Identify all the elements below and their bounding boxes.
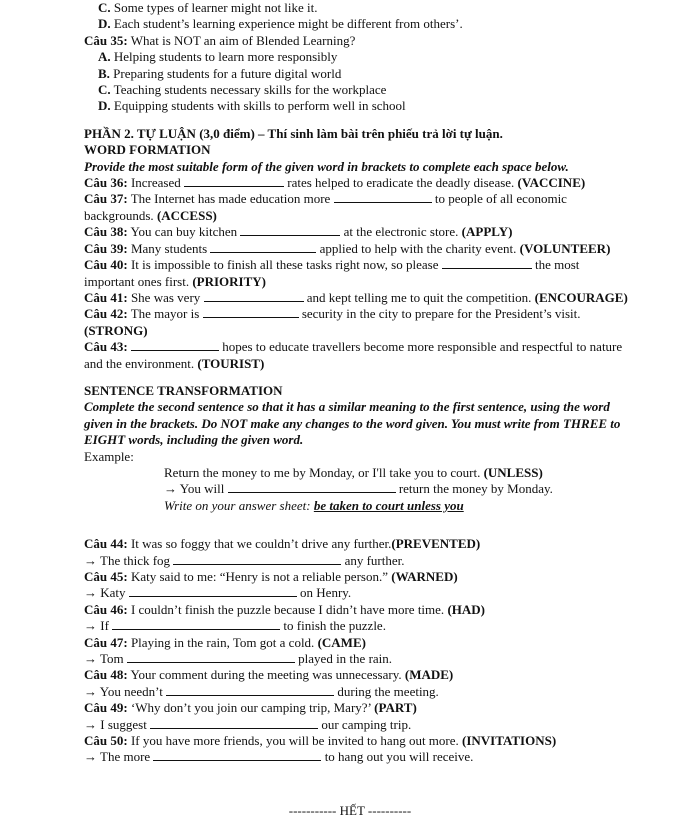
- answer-48: → You needn’t during the meeting.: [84, 683, 439, 699]
- answer-45: → Katy on Henry.: [84, 585, 352, 601]
- answer-blank[interactable]: [240, 224, 340, 236]
- option-35b: B. Preparing students for a future digital world: [98, 65, 342, 81]
- question-40: Câu 40: It is impossible to finish all these tasks right now, so please the most important ones first. (PRIORITY): [84, 257, 580, 289]
- answer-blank[interactable]: [153, 749, 321, 761]
- question-46: Câu 46: I couldn’t finish the puzzle because I didn’t have more time. (HAD): [84, 601, 485, 617]
- answer-blank[interactable]: [334, 191, 432, 203]
- example-transform: → You will return the money by Monday.: [164, 481, 553, 497]
- sentence-transformation-instruction: Complete the second sentence so that it has a similar meaning to the first sentence, using the word given in the brackets. Do NOT make any changes to the word given. You must write from THREE to EIGHT words, including the given word.: [84, 399, 621, 448]
- question-44: Câu 44: It was so foggy that we couldn’t drive any further.(PREVENTED): [84, 536, 481, 552]
- answer-blank[interactable]: [129, 585, 297, 597]
- question-36: Câu 36: Increased rates helped to eradicate the deadly disease. (VACCINE): [84, 175, 586, 191]
- answer-blank[interactable]: [184, 175, 284, 187]
- part2-title: PHẦN 2. TỰ LUẬN (3,0 điểm) – Thí sinh làm bài trên phiếu trả lời tự luận.: [84, 125, 503, 141]
- example-label: Example:: [84, 448, 134, 464]
- option-35a: A. Helping students to learn more responsibly: [98, 49, 338, 65]
- question-39: Câu 39: Many students applied to help with the charity event. (VOLUNTEER): [84, 240, 611, 256]
- question-49: Câu 49: ‘Why don’t you join our camping trip, Mary?’ (PART): [84, 700, 417, 716]
- answer-blank[interactable]: [204, 290, 304, 302]
- answer-blank[interactable]: [166, 684, 334, 696]
- option-35c: C. Teaching students necessary skills for the workplace: [98, 82, 387, 98]
- answer-44: → The thick fog any further.: [84, 552, 405, 568]
- question-48: Câu 48: Your comment during the meeting was unnecessary. (MADE): [84, 667, 454, 683]
- question-35: Câu 35: What is NOT an aim of Blended Learning?: [84, 32, 356, 48]
- answer-49: → I suggest our camping trip.: [84, 716, 412, 732]
- option-34c: C. Some types of learner might not like it.: [98, 0, 318, 15]
- question-43: Câu 43: hopes to educate travellers become more responsible and respectful to nature and the environment. (TOURIST): [84, 339, 623, 371]
- answer-50: → The more to hang out you will receive.: [84, 749, 474, 765]
- option-35d: D. Equipping students with skills to perform well in school: [98, 98, 406, 114]
- answer-blank[interactable]: [112, 618, 280, 630]
- answer-47: → Tom played in the rain.: [84, 651, 393, 667]
- answer-blank[interactable]: [203, 306, 299, 318]
- question-38: Câu 38: You can buy kitchen at the electronic store. (APPLY): [84, 224, 513, 240]
- option-34d: D. Each student’s learning experience might be different from others’.: [98, 16, 463, 32]
- question-45: Câu 45: Katy said to me: “Henry is not a reliable person.” (WARNED): [84, 569, 458, 584]
- question-47: Câu 47: Playing in the rain, Tom got a cold. (CAME): [84, 634, 366, 650]
- question-50: Câu 50: If you have more friends, you will be invited to hang out more. (INVITATIONS): [84, 733, 557, 749]
- word-formation-title: WORD FORMATION: [84, 142, 211, 158]
- answer-blank[interactable]: [173, 553, 341, 565]
- question-41: Câu 41: She was very and kept telling me to quit the competition. (ENCOURAGE): [84, 289, 628, 305]
- end-marker: ----------- HẾT ----------: [288, 803, 412, 818]
- question-37: Câu 37: The Internet has made education more to people of all economic backgrounds. (ACCESS): [84, 191, 567, 223]
- answer-46: → If to finish the puzzle.: [84, 618, 386, 634]
- sentence-transformation-title: SENTENCE TRANSFORMATION: [84, 382, 283, 398]
- answer-blank: [228, 481, 396, 493]
- example-sentence: Return the money to me by Monday, or I'll take you to court. (UNLESS): [164, 464, 543, 480]
- answer-blank[interactable]: [442, 257, 532, 269]
- word-formation-instruction: Provide the most suitable form of the given word in brackets to complete each space below.: [84, 158, 569, 174]
- answer-blank[interactable]: [131, 339, 219, 351]
- answer-blank[interactable]: [150, 717, 318, 729]
- question-42: Câu 42: The mayor is security in the city to prepare for the President’s visit. (STRONG): [84, 306, 581, 338]
- example-answer: Write on your answer sheet: be taken to court unless you: [164, 497, 464, 513]
- answer-blank[interactable]: [127, 651, 295, 663]
- answer-blank[interactable]: [210, 241, 316, 253]
